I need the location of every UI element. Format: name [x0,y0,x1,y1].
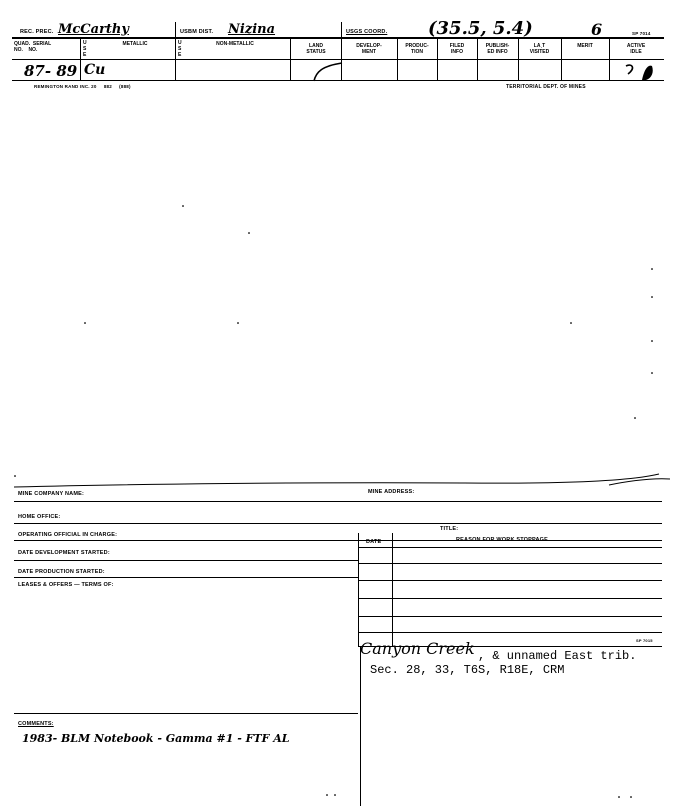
leases-offers-label: LEASES & OFFERS — TERMS OF: [18,582,114,588]
location-line-1: , & unnamed East trib. [478,649,637,663]
scan-speck [651,268,653,270]
rule [358,547,662,548]
creek-name: Canyon Creek [360,639,475,658]
scan-speck [651,296,653,298]
col-non-metallic: NON-METALLIC [216,41,254,47]
date-development-started-label: DATE DEVELOPMENT STARTED: [18,550,110,556]
land-status-mark [308,60,348,82]
usgs-coord-value: (35.5, 5.4) [428,18,533,39]
comments-value: 1983- BLM Notebook - Gamma #1 - FTF AL [22,732,290,745]
divider [561,37,562,80]
metallic-value: Cu [84,62,106,78]
rule [358,598,662,599]
col-land-status: LAND STATUS [306,43,326,55]
divider [80,37,81,80]
date-production-started-label: DATE PRODUCTION STARTED: [18,569,105,575]
col-last-visited: LAˌT VISITED [529,43,550,55]
divider [290,37,291,80]
scan-speck [651,372,653,374]
table-divider [392,533,393,646]
col-published-info: PUBLISH- ED INFO [485,43,510,55]
scan-speck [634,417,636,419]
rule [14,713,358,714]
location-line-2: Sec. 28, 33, T6S, R18E, CRM [370,663,565,677]
center-divider [360,646,361,806]
usbm-dist-value: Nizina [228,22,276,37]
scan-speck [630,796,632,798]
rule [14,577,358,578]
title-label: TITLE: [440,526,459,532]
record-header [0,0,678,96]
col-merit: MERIT [577,43,593,49]
reason-col-label: REASON FOR WORK STOPPAGE [456,537,548,543]
divider [175,22,176,80]
scan-speck [618,796,620,798]
divider [609,37,610,80]
rule [358,616,662,617]
printer-line: REMINGTON RAND INC. 20 882 (888) [34,84,131,89]
scan-speck [84,322,86,324]
sheet-mark: 6 [591,20,603,39]
quad-serial-value: 87- 89 [24,62,78,80]
scan-speck [334,794,336,796]
usbm-dist-label: USBM DIST. [180,29,214,35]
form-number: SP 7014 [632,31,651,36]
home-office-label: HOME OFFICE: [18,514,61,520]
rule [358,580,662,581]
col-production: PRODUC- TION [405,43,429,55]
rec-prec-label: REC. PREC. [20,29,54,35]
comments-label: COMMENTS: [18,721,54,727]
col-use-metallic: U S E [83,40,87,58]
header-rule-top [12,37,664,39]
scan-speck [651,340,653,342]
scan-speck [570,322,572,324]
rec-prec-value: McCarthy [58,22,129,37]
col-active-idle: ACTIVE IDLE [626,43,646,55]
active-idle-mark [622,60,658,82]
col-quad-serial: QUAD. SERIAL NO. NO. [14,41,52,53]
form-number-2: SP 7015 [636,638,653,643]
rule [358,563,662,564]
rule [14,501,662,502]
mine-company-name-label: MINE COMPANY NAME: [18,491,85,497]
rule [358,632,662,633]
col-filed-info: FILED INFO [449,43,465,55]
rule [14,560,358,561]
rule [14,523,662,524]
scan-speck [182,205,184,207]
col-metallic: METALLIC [122,41,148,47]
scan-speck [326,794,328,796]
department-line: TERRITORIAL DEPT. OF MINES [506,84,586,90]
operating-official-label: OPERATING OFFICIAL IN CHARGE: [18,532,118,538]
col-use-nonmetallic: U S E [178,40,182,58]
col-development: DEVELOP- MENT [356,43,382,55]
rule [14,540,662,541]
table-divider [358,533,359,646]
mine-info-form [0,470,678,806]
form-top-rule [14,470,674,490]
mine-address-label: MINE ADDRESS: [368,489,415,495]
scan-speck [248,232,250,234]
usgs-coord-label: USGS COORD. [346,29,388,35]
scan-speck [237,322,239,324]
date-col-label: DATE [366,539,382,545]
